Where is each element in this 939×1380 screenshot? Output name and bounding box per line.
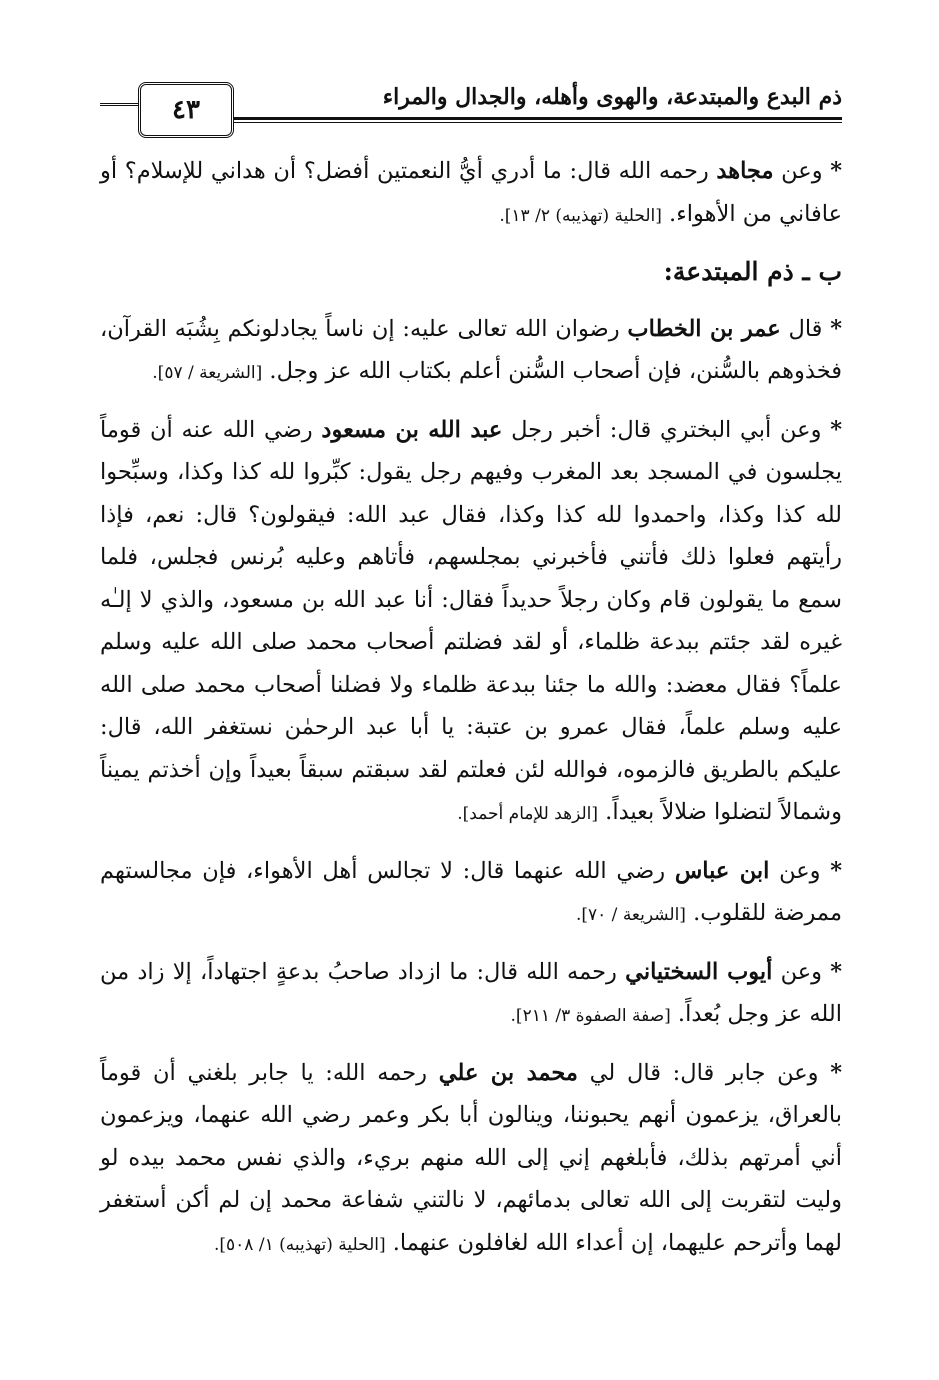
- source-reference: [الحلية (تهذيبه) ٢/ ١٣].: [499, 205, 662, 226]
- narrator-name: أيوب السختياني: [625, 958, 773, 985]
- narrator-name: عمر بن الخطاب: [627, 315, 781, 342]
- star-bullet: *: [830, 315, 842, 342]
- paragraph-ibn-masud: [100, 409, 842, 836]
- text: وعن جابر قال: قال لي: [577, 1059, 831, 1086]
- paragraph-ayyub: [100, 951, 842, 1038]
- star-bullet: *: [830, 416, 842, 443]
- page-header: [100, 72, 842, 132]
- source-reference: [الشريعة / ٧٠].: [575, 905, 686, 925]
- star-bullet: *: [830, 158, 842, 184]
- text: وعن: [772, 958, 831, 985]
- text: رضي الله عنهما قال: لا تجالس أهل الأهواء، فإن مجالستهم ممرضة للقلوب.: [100, 857, 842, 926]
- header-rule-thin: [222, 122, 842, 123]
- paragraph-mujahid: [100, 150, 842, 237]
- text: رضوان الله تعالى عليه: إن ناساً يجادلونكم بِشُبَه القرآن، فخذوهم بالسُّنن، فإن أصحاب السُّنن أعلم بكتاب الله عز وجل.: [100, 315, 842, 384]
- text: وعن أبي البختري قال: أخبر رجل: [502, 416, 831, 443]
- narrator-name: عبد الله بن مسعود: [321, 416, 503, 443]
- page-number: ٤٣: [172, 95, 200, 125]
- narrator-name: مجاهد: [716, 158, 774, 184]
- star-bullet: *: [830, 958, 843, 985]
- page-number-frame: [138, 82, 234, 138]
- header-rule: [222, 117, 842, 120]
- text: رحمه الله قال: ما ازداد صاحبُ بدعةٍ اجتهاداً، إلا زاد من الله عز وجل بُعداً.: [100, 958, 842, 1027]
- text: رحمه الله قال: ما أدري أيُّ النعمتين أفضل؟ أن هداني للإسلام؟ أو عافاني من الأهواء.: [100, 158, 842, 227]
- source-reference: [الحلية (تهذيبه) ١/ ٥٠٨].: [213, 1234, 386, 1255]
- text: قال: [780, 315, 831, 342]
- page-body: [100, 150, 842, 1280]
- paragraph-jabir: [100, 1052, 842, 1267]
- narrator-name: محمد بن علي: [438, 1059, 578, 1086]
- text: رحمه الله: يا جابر بلغني أن قوماً بالعراق، يزعمون أنهم يحبوننا، وينالون أبا بكر وعمر رضي الله عنهما، ويزعمون أني أمرتهم بذلك، فأبلغهم إني إلى الله منهم بريء، والذي نفس محمد بيده لو وليت لتقربت إلى الله تعالى بدمائهم، لا نالتني شفاعة محمد إن لم أكن أستغفر لهما وأترحم عليهما، إن أعداء الله لغافلون عنهما.: [100, 1059, 842, 1256]
- paragraph-ibn-abbas: [100, 850, 842, 937]
- source-reference: [الشريعة / ٥٧].: [152, 363, 263, 383]
- text: وعن: [769, 857, 831, 884]
- star-bullet: *: [830, 1059, 842, 1086]
- running-title: ذم البدع والمبتدعة، والهوى وأهله، والجدال والمراء: [382, 84, 842, 110]
- star-bullet: *: [830, 857, 842, 884]
- text: رضي الله عنه أن قوماً يجلسون في المسجد بعد المغرب وفيهم رجل يقول: كبِّروا لله كذا وكذا، وسبِّحوا لله كذا وكذا، واحمدوا لله كذا وكذا، فقال عبد الله: فيقولون؟ قال: نعم، فإذا رأيتهم فعلوا ذلك فأتني فأخبرني بمجلسهم، فأتاهم وعليه بُرنس فجلس، فلما سمع ما يقولون قام وكان رجلاً حديداً فقال: أنا عبد الله بن مسعود، والذي لا إلـٰه غيره لقد جئتم ببدعة ظلماء، أو لقد فضلتم أصحاب محمد صلى الله عليه وسلم علماً؟ فقال معضد: والله ما جئنا ببدعة ظلماء ولا فضلنا أصحاب محمد صلى الله عليه وسلم علماً، فقال عمرو بن عتبة: يا أبا عبد الرحمٰن نستغفر الله، قال: عليكم بالطريق فالزموه، فوالله لئن فعلتم لقد سبقتم سبقاً بعيداً وإن أخذتم يميناً وشمالاً لتضلوا ضلالاً بعيداً.: [100, 416, 842, 825]
- source-reference: [الزهد للإمام أحمد].: [457, 804, 599, 824]
- text: وعن: [773, 158, 831, 184]
- narrator-name: ابن عباس: [674, 857, 770, 884]
- paragraph-umar: [100, 308, 842, 395]
- source-reference: [صفة الصفوة ٣/ ٢١١].: [510, 1006, 671, 1026]
- section-title: ب ـ ذم المبتدعة:: [663, 257, 842, 286]
- ornament-line: [100, 103, 138, 106]
